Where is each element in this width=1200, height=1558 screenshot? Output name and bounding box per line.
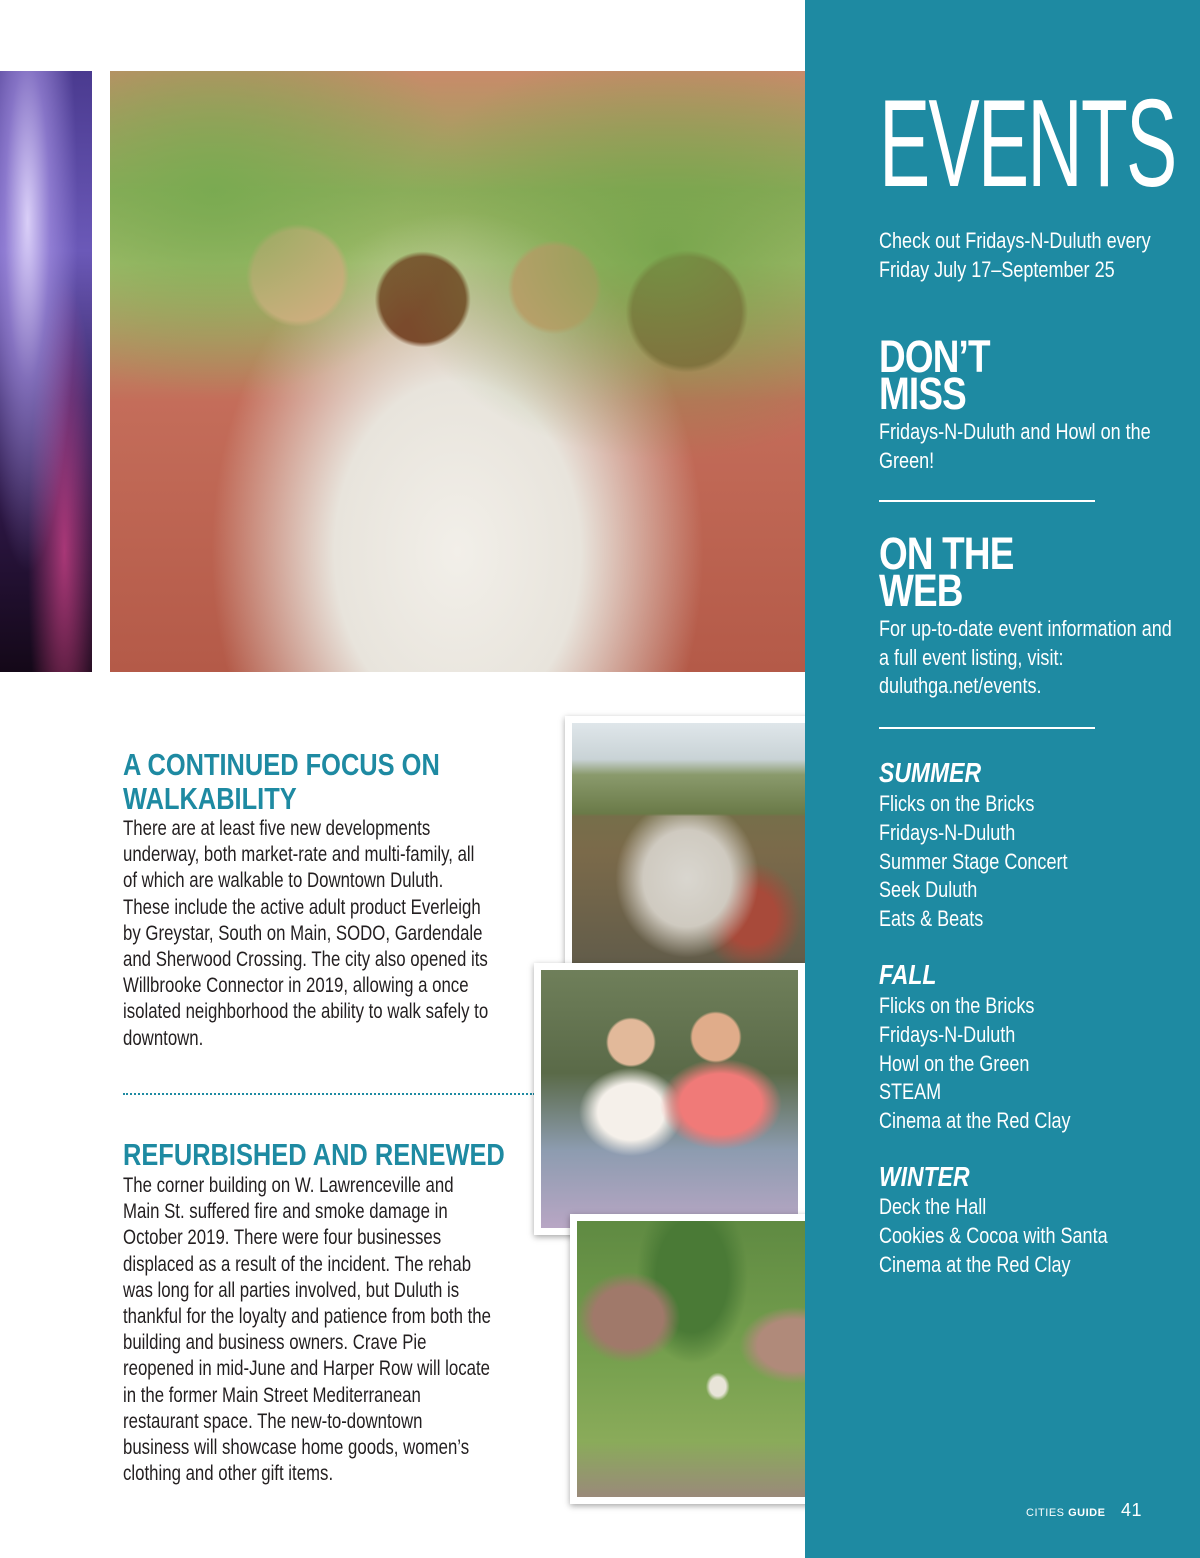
event-item: Fridays-N-Duluth xyxy=(879,1021,1016,1047)
article-divider xyxy=(123,1093,535,1095)
couple-picnic-photo xyxy=(534,963,805,1235)
event-item: STEAM xyxy=(879,1079,942,1105)
on-the-web-heading: ON THE WEB xyxy=(879,528,1014,616)
sidebar-divider xyxy=(879,500,1095,502)
concert-photo xyxy=(0,71,92,672)
event-item: Cinema at the Red Clay xyxy=(879,1251,1071,1277)
dont-miss-text: Fridays-N-Duluth and Howl on the Green! xyxy=(879,419,1151,473)
publication-name-bold: GUIDE xyxy=(1068,1507,1106,1519)
refurbished-heading: REFURBISHED AND RENEWED xyxy=(123,1137,505,1172)
walking-trail-photo xyxy=(570,1214,840,1504)
season-heading-winter: WINTER xyxy=(879,1161,970,1192)
page-footer xyxy=(1026,1500,1142,1521)
publication-name: CITIES xyxy=(1026,1507,1065,1519)
refurbished-body: The corner building on W. Lawrenceville and Main St. suffered fire and smoke damage in October 2019. There were four businesses displaced as a result of the incident. The rehab was long for all parties involved, but Duluth is thankful for the loyalty and patience from both the building and business owners. Crave Pie reopened in mid-June and Harper Row will locate in the former Main Street Mediterranean restaurant space. The new-to-downtown business will showcase home goods, women’s clothing and other gift items. xyxy=(123,1174,491,1486)
season-heading-summer: SUMMER xyxy=(879,757,982,788)
events-sidebar xyxy=(805,0,1200,1558)
event-item: Deck the Hall xyxy=(879,1194,987,1219)
season-list-summer xyxy=(879,790,1067,934)
event-item: Fridays-N-Duluth xyxy=(879,819,1016,845)
event-item: Summer Stage Concert xyxy=(879,848,1068,874)
dont-miss-heading: DON’T MISS xyxy=(879,331,990,419)
season-list-winter xyxy=(879,1193,1108,1279)
event-item: Seek Duluth xyxy=(879,877,978,903)
event-item: Eats & Beats xyxy=(879,906,984,932)
season-heading-fall: FALL xyxy=(879,959,937,990)
events-intro: Check out Fridays-N-Duluth every Friday July 17–September 25 xyxy=(879,228,1151,282)
sidebar-divider xyxy=(879,727,1095,729)
events-title: EVENTS xyxy=(879,75,1176,213)
event-item: Cinema at the Red Clay xyxy=(879,1108,1071,1134)
on-the-web-text: For up-to-date event information and a full event listing, visit: duluthga.net/events. xyxy=(879,616,1172,698)
aerial-downtown-photo xyxy=(565,716,835,989)
event-item: Flicks on the Bricks xyxy=(879,993,1035,1018)
event-item: Flicks on the Bricks xyxy=(879,791,1035,816)
page-number: 41 xyxy=(1120,1500,1142,1520)
walkability-heading: A CONTINUED FOCUS ON WALKABILITY xyxy=(123,747,440,816)
season-list-fall xyxy=(879,992,1071,1136)
event-item: Howl on the Green xyxy=(879,1050,1030,1076)
festival-friends-photo xyxy=(110,71,805,672)
event-item: Cookies & Cocoa with Santa xyxy=(879,1222,1108,1248)
walkability-body: There are at least five new developments underway, both market-rate and multi-family, all of which are walkable to Downtown Duluth. These include the active adult product Everleigh by Greystar, South on Main, SODO, Gardendale and Sherwood Crossing. The city also opened its Willbrooke Connector in 2019, allowing a once isolated neighborhood the ability to walk safely to downtown. xyxy=(123,817,489,1050)
